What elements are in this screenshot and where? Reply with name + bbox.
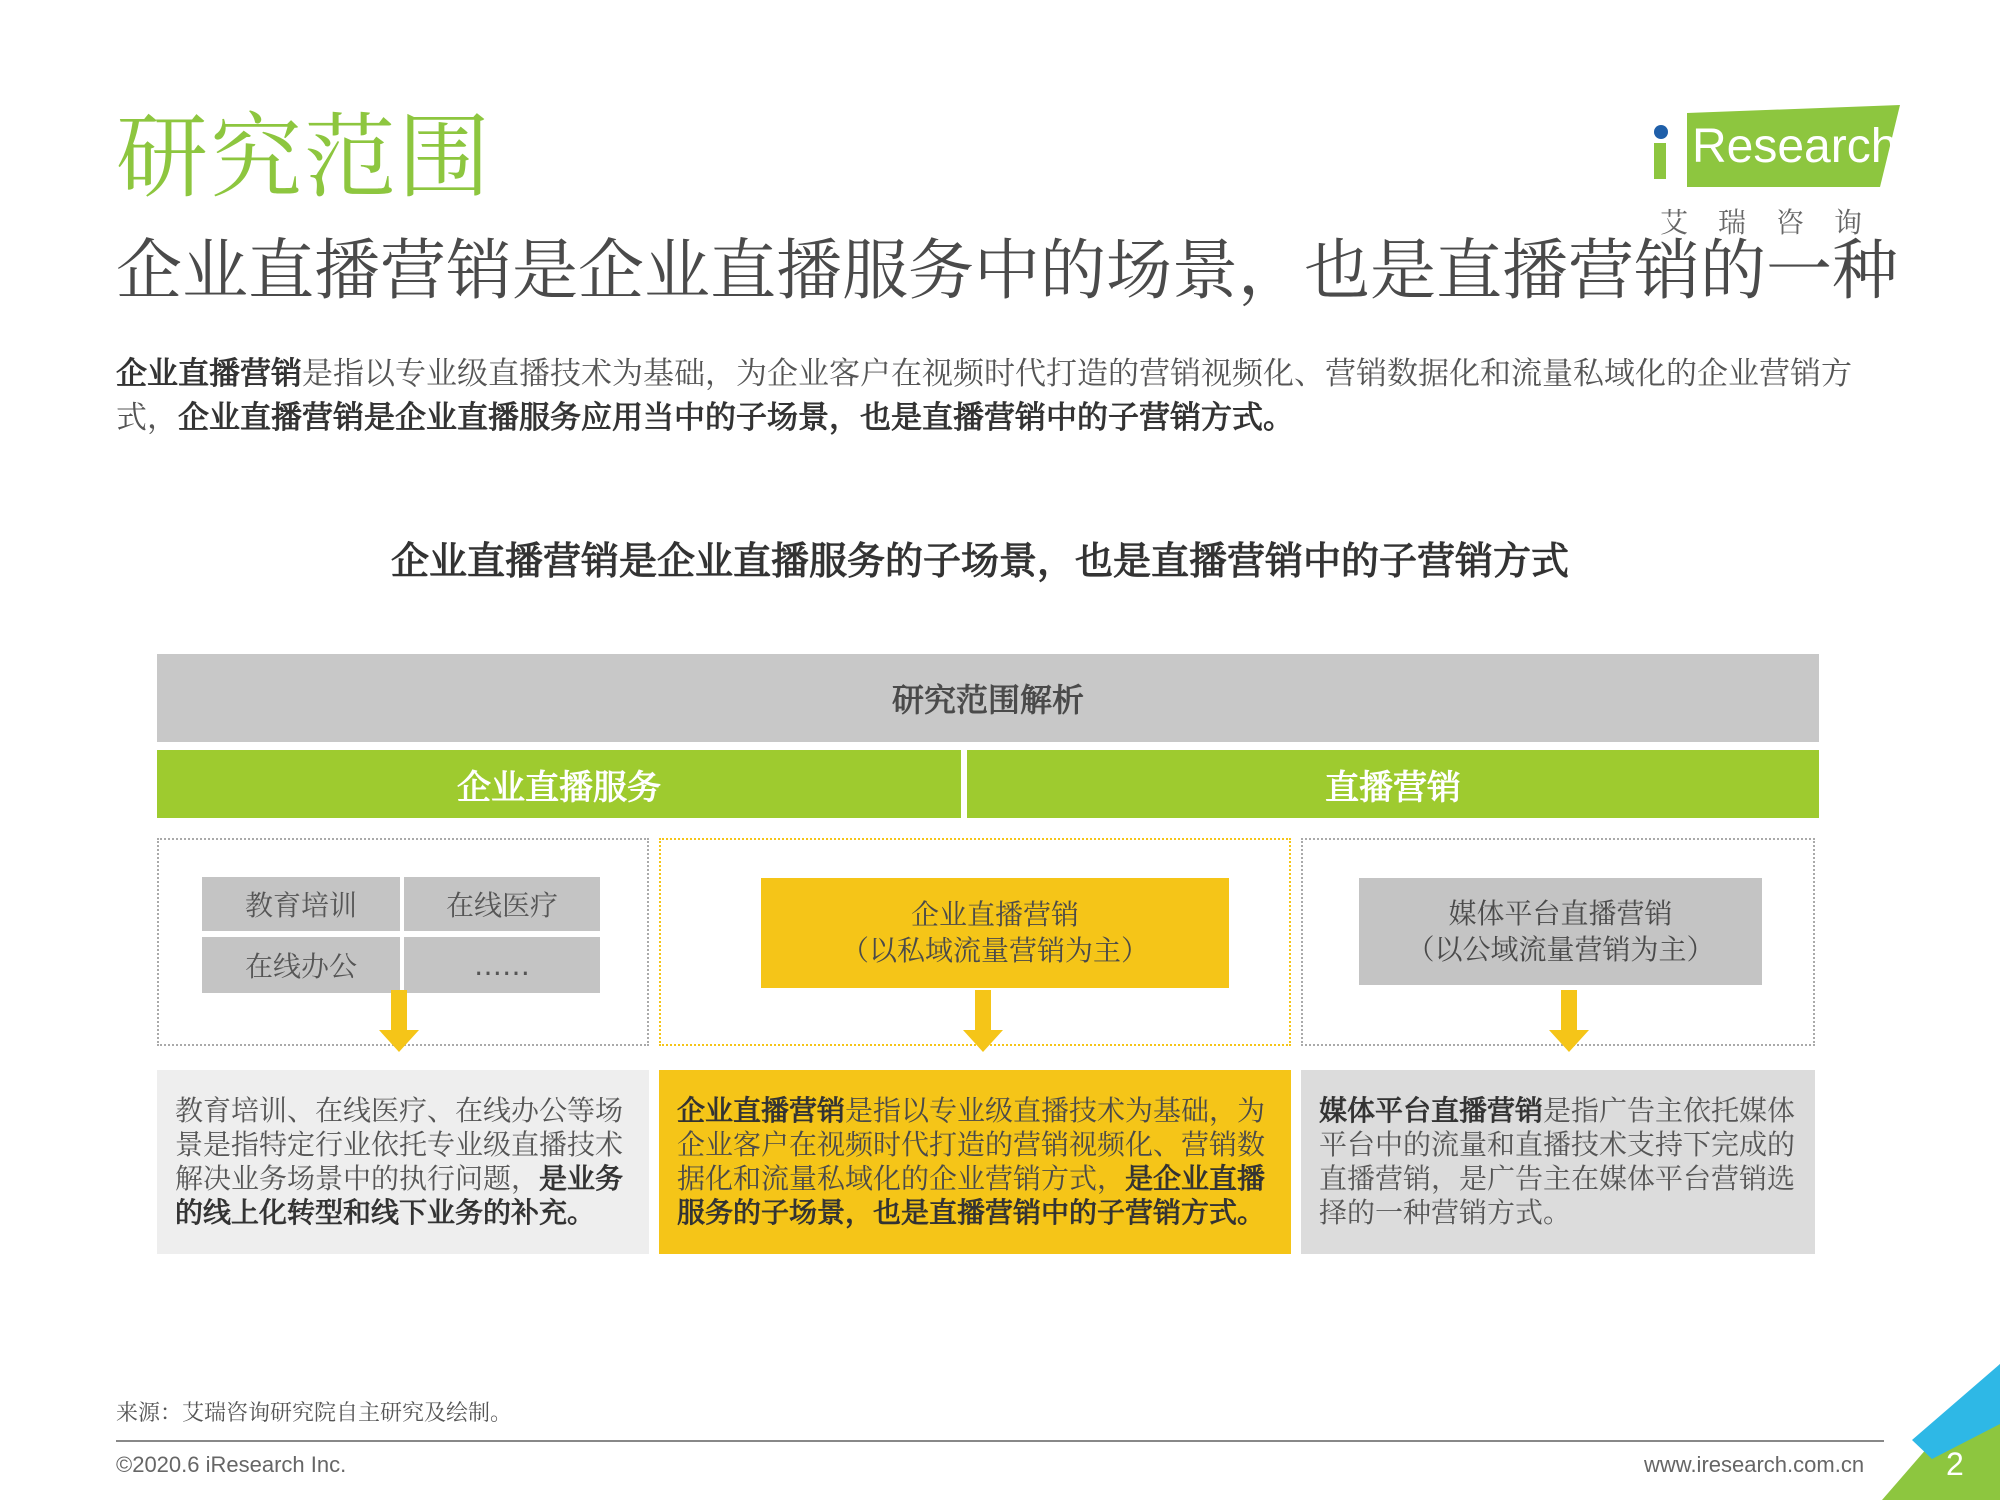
description-left: [157, 1070, 649, 1254]
description-right-term: 媒体平台直播营销: [1319, 1094, 1544, 1127]
grid-cell-more: ……: [404, 937, 600, 993]
website-link[interactable]: www.iresearch.com.cn: [1644, 1452, 1865, 1477]
yellow-box-title: 企业直播营销: [910, 898, 1079, 931]
logo-dot: [1654, 125, 1668, 139]
logo-chinese-text: 艾瑞咨询: [1660, 206, 1893, 239]
enterprise-live-marketing-box: [761, 878, 1229, 988]
grid-cell-office: 在线办公: [202, 937, 400, 993]
page-title: 研究范围: [116, 104, 493, 211]
diagram-title: 企业直播营销是企业直播服务的子场景，也是直播营销中的子营销方式: [390, 539, 1569, 583]
logo-brand-text: Research: [1692, 120, 1898, 173]
gray-box-note: （以公域流量营销为主）: [1406, 932, 1715, 966]
page-subtitle: 企业直播营销是企业直播服务中的场景，也是直播营销的一种: [116, 232, 1898, 309]
page-number: 2: [1946, 1446, 1964, 1482]
description-center-text: 是指以专业级直播技术为基础，为企业客户在视频时代打造的营销视频化、营销数据化和流量私域化的企业营销方式，: [677, 1094, 1266, 1195]
grid-cell-medical: 在线医疗: [404, 877, 600, 931]
description-left-text: 教育培训、在线医疗、在线办公等场景是指特定行业依托专业级直播技术解决业务场景中的执行问题，: [175, 1094, 624, 1195]
footer-divider: [116, 1440, 1884, 1442]
down-arrow-icon: [1549, 990, 1589, 1052]
intro-paragraph: [116, 352, 1896, 440]
description-right-text: 是指广告主依托媒体平台中的流量和直播技术支持下完成的直播营销，是广告主在媒体平台营销选择的一种营销方式。: [1319, 1094, 1796, 1229]
gray-box-title: 媒体平台直播营销: [1448, 896, 1673, 930]
description-center-bold: 是企业直播服务的子场景，也是直播营销中的子营销方式。: [677, 1162, 1266, 1229]
media-platform-live-marketing-box: [1359, 878, 1762, 985]
copyright-text: ©2020.6 iResearch Inc.: [116, 1452, 347, 1477]
description-left-bold: 是业务的线上化转型和线下业务的补充。: [175, 1162, 624, 1229]
description-center-term: 企业直播营销: [677, 1094, 846, 1127]
grid-cell-education: 教育培训: [202, 877, 400, 931]
description-right: [1301, 1070, 1815, 1254]
down-arrow-icon: [379, 990, 419, 1052]
intro-text: 是指以专业级直播技术为基础，为企业客户在视频时代打造的营销视频化、营销数据化和流量私域化的企业营销方式，: [116, 356, 1852, 436]
down-arrow-icon: [963, 990, 1003, 1052]
scope-analysis-header: 研究范围解析: [157, 654, 1819, 742]
iresearch-logo: [1650, 105, 1900, 239]
corner-decoration: [1882, 1364, 2000, 1500]
logo-i-stem: [1654, 143, 1666, 179]
yellow-box-note: （以私域流量营销为主）: [840, 934, 1149, 967]
intro-bold-term: 企业直播营销: [116, 356, 302, 392]
intro-bold-conclusion: 企业直播营销是企业直播服务应用当中的子场景，也是直播营销中的子营销方式。: [178, 400, 1294, 436]
source-note: 来源：艾瑞咨询研究院自主研究及绘制。: [116, 1401, 513, 1426]
enterprise-live-service-header: 企业直播服务: [157, 750, 961, 818]
live-marketing-header: 直播营销: [967, 750, 1819, 818]
description-center: [659, 1070, 1291, 1254]
